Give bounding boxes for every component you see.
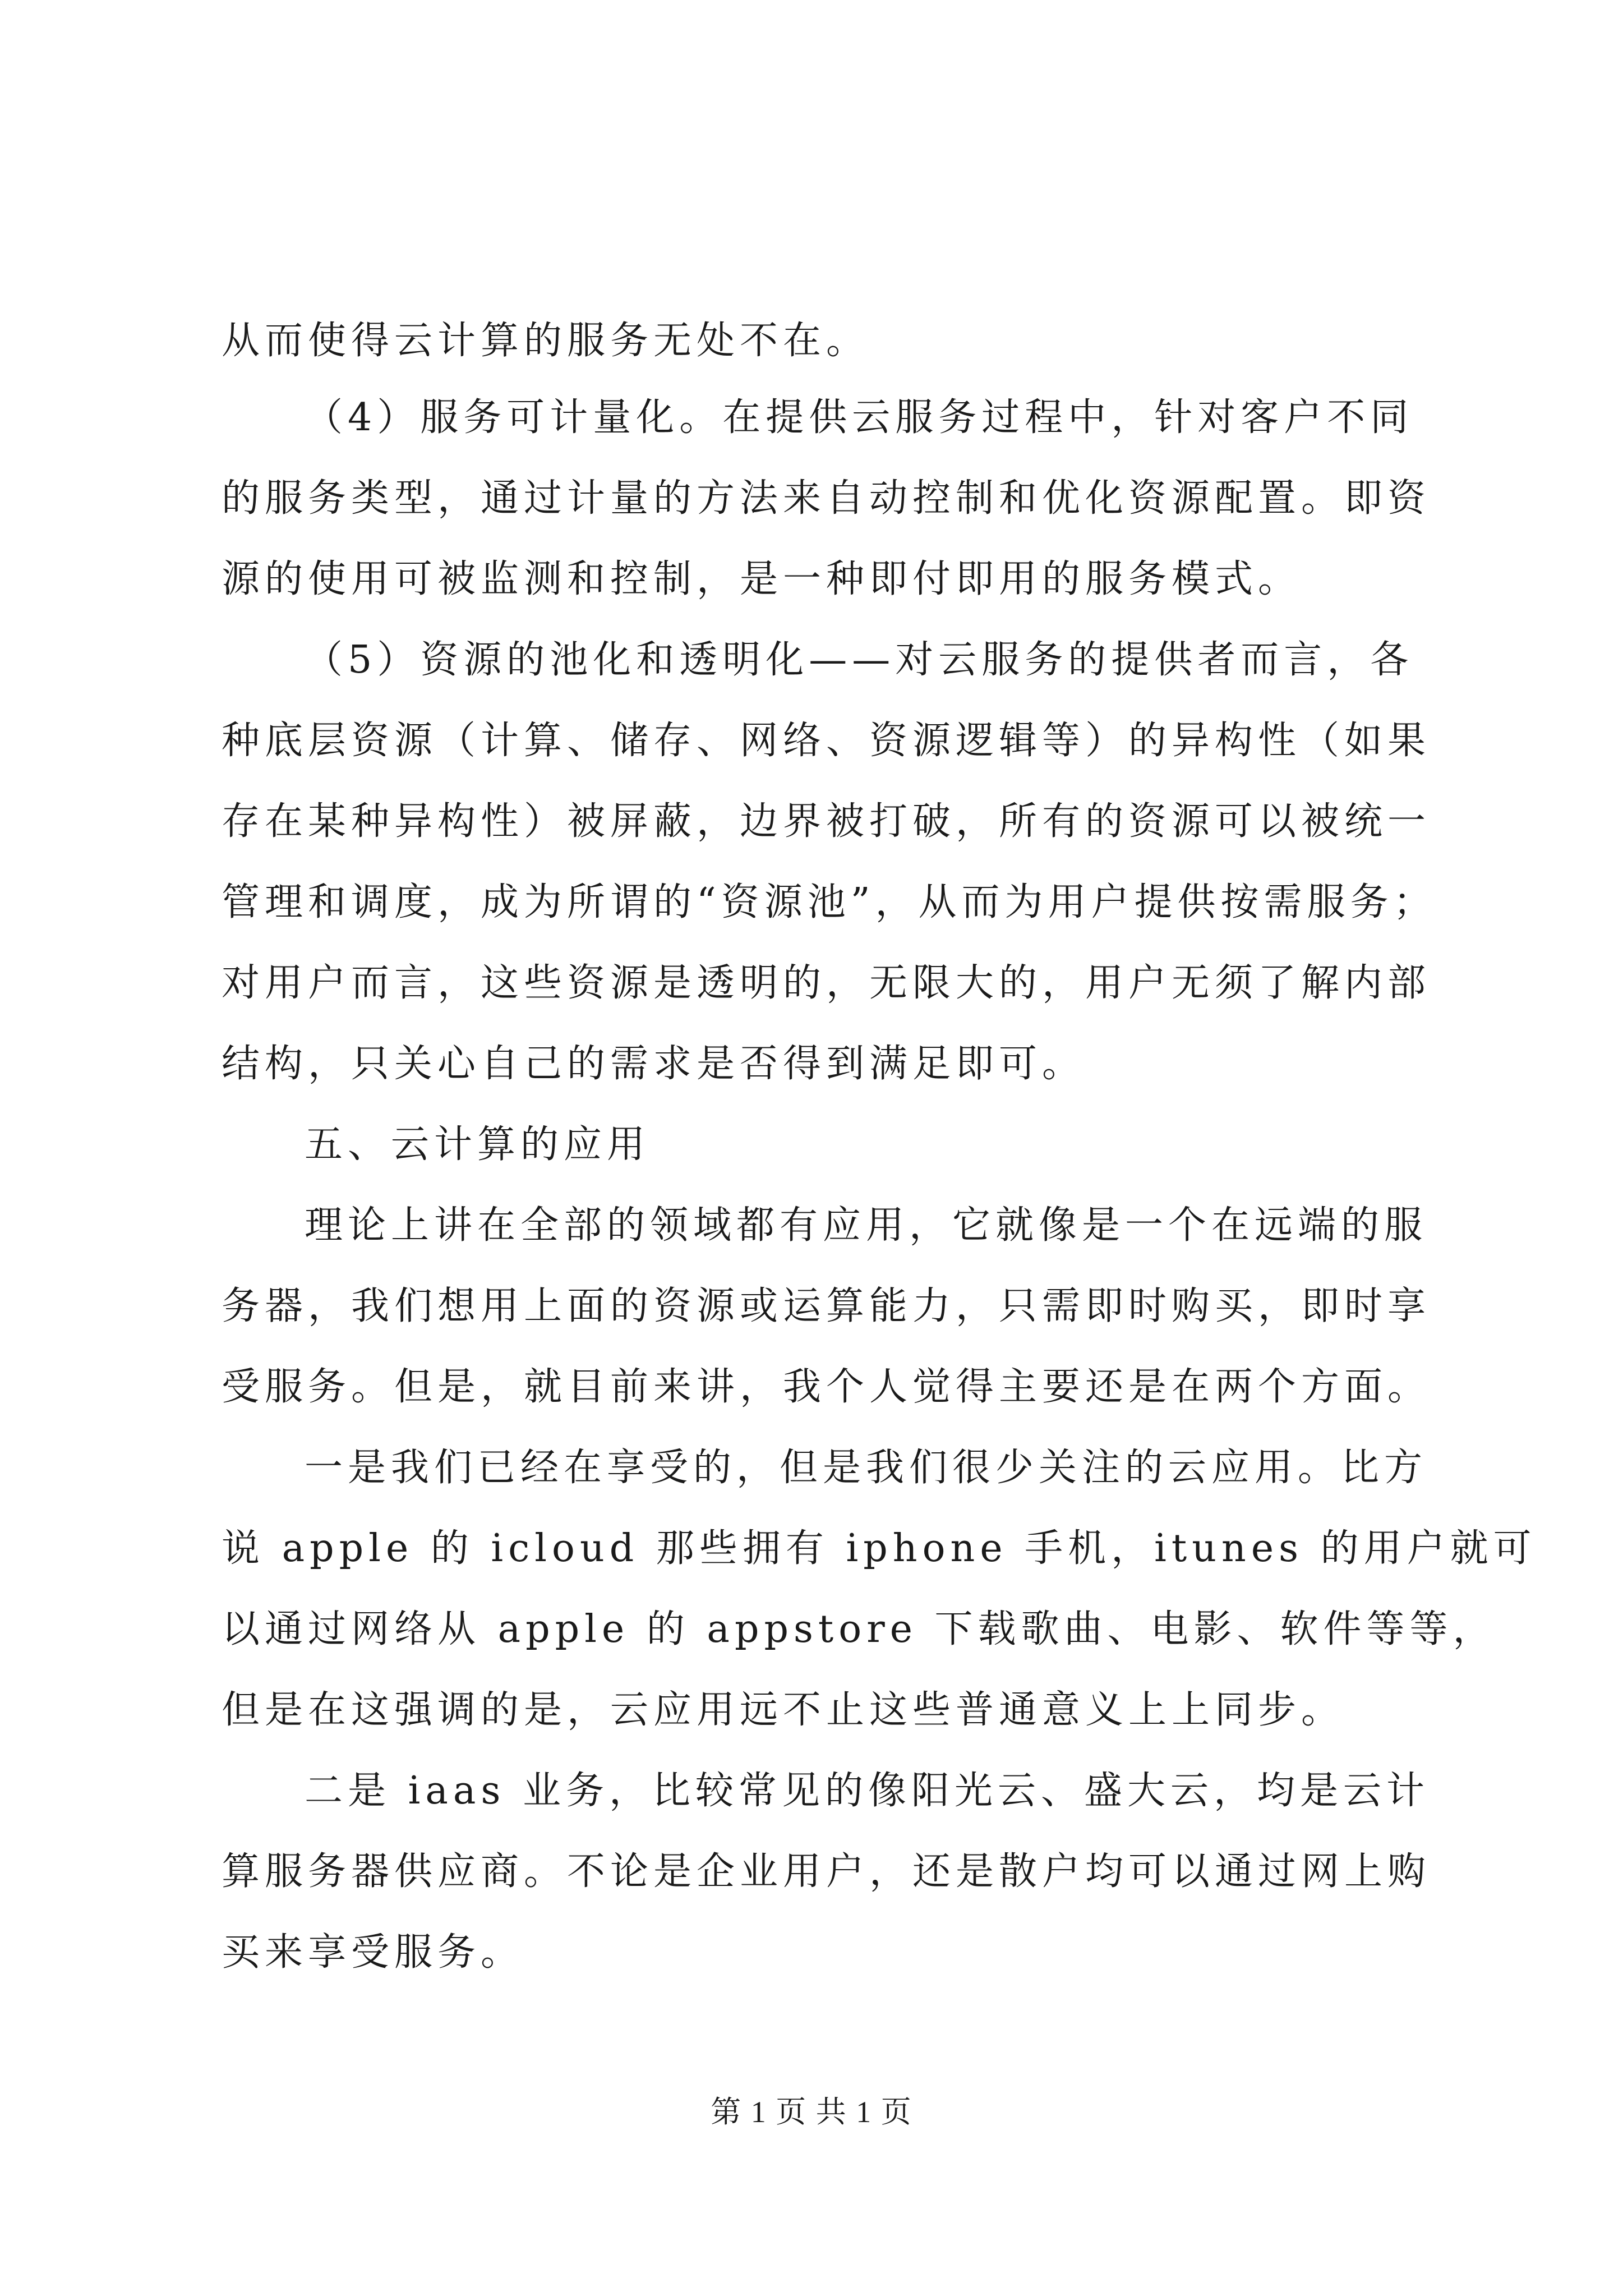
text-line: 二是 iaas 业务，比较常见的像阳光云、盛大云，均是云计 [305,1769,1430,1813]
text-line: （5）资源的池化和透明化——对云服务的提供者而言，各 [305,638,1414,682]
text-line: 以通过网络从 apple 的 appstore 下载歌曲、电影、软件等等， [222,1607,1496,1651]
text-line: 管理和调度，成为所谓的“资源池”，从而为用户提供按需服务； [222,880,1437,924]
text-line: 对用户而言，这些资源是透明的，无限大的，用户无须了解内部 [222,961,1431,1005]
text-line: 说 apple 的 icloud 那些拥有 iphone 手机，itunes 的用户就可 [222,1526,1537,1571]
text-line: 买来享受服务。 [222,1930,524,1975]
text-line: 算服务器供应商。不论是企业用户，还是散户均可以通过网上购 [222,1849,1431,1894]
text-line: （4）服务可计量化。在提供云服务过程中，针对客户不同 [305,395,1414,440]
text-line: 一是我们已经在享受的，但是我们很少关注的云应用。比方 [305,1446,1428,1490]
text-line: 的服务类型，通过计量的方法来自动控制和优化资源配置。即资 [222,476,1431,521]
page-number-footer: 第 1 页 共 1 页 [711,2095,912,2129]
text-line: 受服务。但是，就目前来讲，我个人觉得主要还是在两个方面。 [222,1365,1431,1409]
text-line: 从而使得云计算的服务无处不在。 [222,319,870,363]
text-line: 结构，只关心自己的需求是否得到满足即可。 [222,1042,1086,1086]
text-line: 务器，我们想用上面的资源或运算能力，只需即时购买，即时享 [222,1284,1431,1328]
text-line: 但是在这强调的是，云应用远不止这些普通意义上上同步。 [222,1688,1345,1732]
section-heading: 五、云计算的应用 [305,1122,651,1167]
text-line: 存在某种异构性）被屏蔽，边界被打破，所有的资源可以被统一 [222,799,1431,844]
text-line: 种底层资源（计算、储存、网络、资源逻辑等）的异构性（如果 [222,719,1431,763]
text-line: 理论上讲在全部的领域都有应用，它就像是一个在远端的服 [305,1203,1428,1248]
text-line: 源的使用可被监测和控制，是一种即付即用的服务模式。 [222,557,1302,601]
